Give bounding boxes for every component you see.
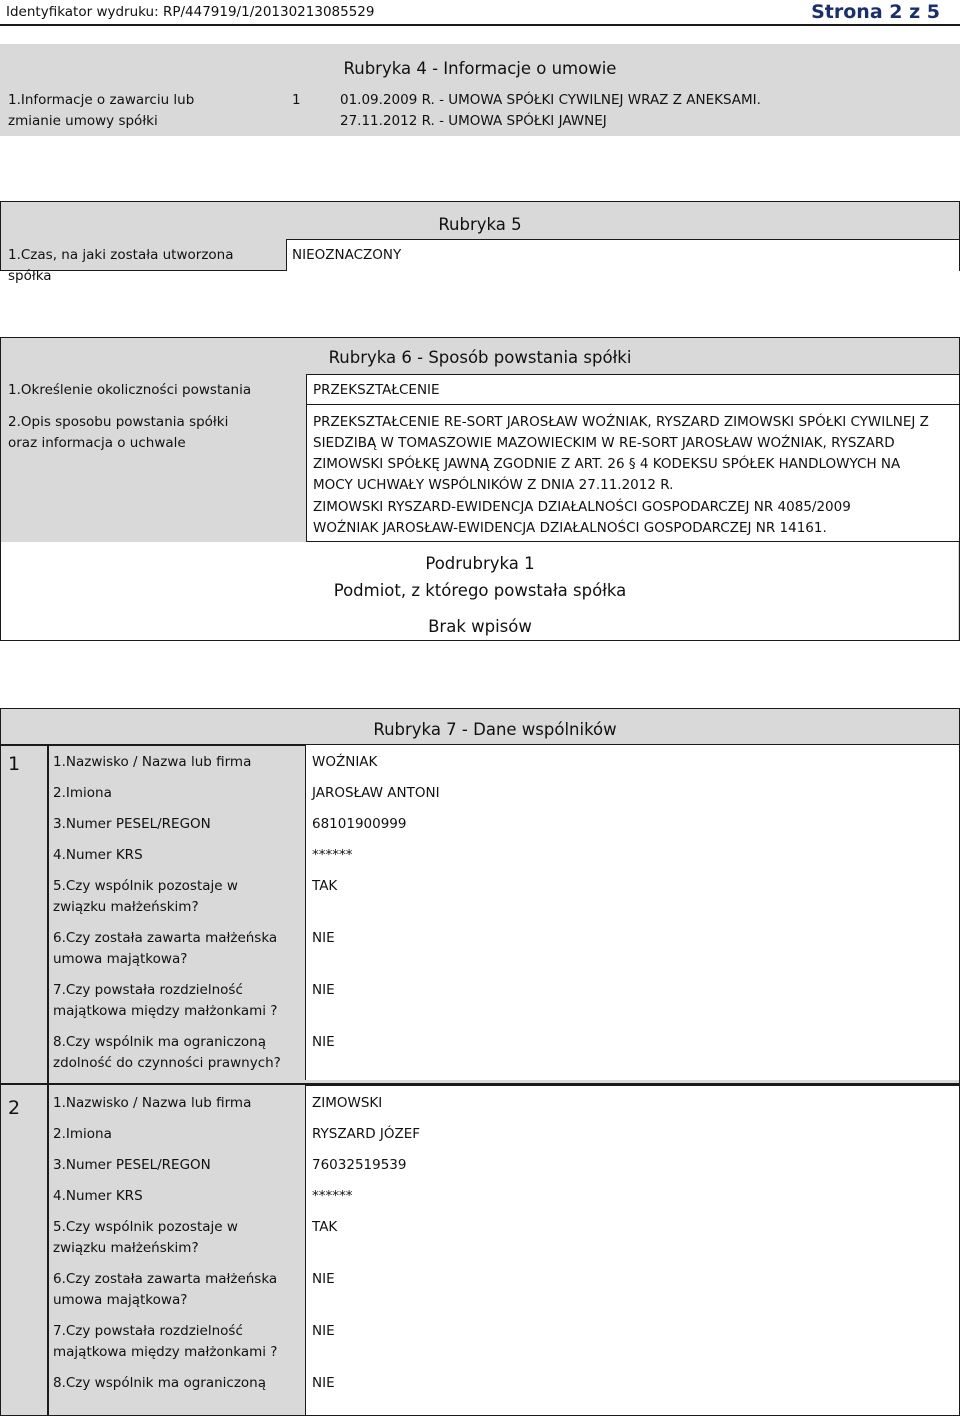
partner-2-q7: NIE bbox=[312, 1323, 335, 1339]
r5-value: NIEOZNACZONY bbox=[292, 247, 402, 263]
partner-2-first: RYSZARD JÓZEF bbox=[312, 1126, 421, 1142]
partner-2-q7-label: 7.Czy powstała rozdzielność majątkowa między małżonkami ? bbox=[53, 1323, 278, 1360]
r6-value-4: WOŹNIAK JAROSŁAW-EWIDENCJA DZIAŁALNOŚCI GOSPODARCZEJ NR 14161. bbox=[313, 520, 827, 536]
partner-1-name-label: 1.Nazwisko / Nazwa lub firma bbox=[53, 754, 252, 770]
r6-value-1: PRZEKSZTAŁCENIE bbox=[313, 382, 440, 398]
no-entries-text: Brak wpisów bbox=[428, 617, 532, 636]
partner-2-q8-label: 8.Czy wspólnik ma ograniczoną bbox=[53, 1375, 267, 1391]
r4-entry-line-2: 27.11.2012 R. - UMOWA SPÓŁKI JAWNEJ bbox=[340, 113, 607, 129]
partner-2-q8: NIE bbox=[312, 1375, 335, 1391]
partner-1-first-label: 2.Imiona bbox=[53, 785, 112, 801]
partner-1-q5-label: 5.Czy wspólnik pozostaje w związku małżeńskim? bbox=[53, 878, 238, 915]
partner-2-q6-label: 6.Czy została zawarta małżeńska umowa majątkowa? bbox=[53, 1271, 278, 1308]
partner-2-q6: NIE bbox=[312, 1271, 335, 1287]
partner-2-name: ZIMOWSKI bbox=[312, 1095, 383, 1111]
partner-1-pesel: 68101900999 bbox=[312, 816, 407, 832]
rubryka-5-title: Rubryka 5 bbox=[438, 215, 522, 234]
r4-entry-number: 1 bbox=[292, 92, 301, 108]
print-header bbox=[0, 0, 960, 26]
partner-1-krs-label: 4.Numer KRS bbox=[53, 847, 143, 863]
r6-label-2: 2.Opis sposobu powstania spółki oraz informacja o uchwale bbox=[8, 414, 229, 451]
partner-1-first: JAROSŁAW ANTONI bbox=[312, 785, 440, 801]
r6-label-1: 1.Określenie okoliczności powstania bbox=[8, 382, 252, 398]
rubryka-4-title: Rubryka 4 - Informacje o umowie bbox=[343, 59, 617, 78]
page-number: Strona 2 z 5 bbox=[811, 1, 940, 23]
partner-2-number: 2 bbox=[8, 1097, 21, 1119]
partner-1-q7-label: 7.Czy powstała rozdzielność majątkowa między małżonkami ? bbox=[53, 982, 278, 1019]
partner-2-pesel: 76032519539 bbox=[312, 1157, 407, 1173]
r6-value-2: PRZEKSZTAŁCENIE RE-SORT JAROSŁAW WOŹNIAK, RYSZARD ZIMOWSKI SPÓŁKI CYWILNEJ Z SIEDZIBĄ W TOMASZOWIE MAZOWIECKIM W RE-SORT JAROSŁAW WOŹNIAK, RYSZARD ZIMOWSKI SPÓŁKĘ JAWNĄ ZGODNIE Z ART. 26 § 4 KODEKSU SPÓŁEK HANDLOWYCH NA MOCY UCHWAŁY WSPÓLNIKÓW Z DNIA 27.11.2012 R. bbox=[313, 414, 929, 493]
rubryka-7-header-line bbox=[0, 744, 305, 746]
partner-2-q5: TAK bbox=[312, 1219, 338, 1235]
partner-2-krs: ****** bbox=[312, 1188, 353, 1204]
partner-1-krs: ****** bbox=[312, 847, 353, 863]
partner-1-q8: NIE bbox=[312, 1034, 335, 1050]
print-identifier: Identyfikator wydruku: RP/447919/1/20130213085529 bbox=[6, 4, 375, 20]
partner-1-name: WOŹNIAK bbox=[312, 754, 378, 770]
rubryka-7-title: Rubryka 7 - Dane wspólników bbox=[373, 720, 617, 739]
partner-1-q6-label: 6.Czy została zawarta małżeńska umowa majątkowa? bbox=[53, 930, 278, 967]
partner-1-pesel-label: 3.Numer PESEL/REGON bbox=[53, 816, 211, 832]
number-column-divider bbox=[47, 744, 49, 1416]
partner-separator bbox=[0, 1083, 960, 1085]
partner-1-q6: NIE bbox=[312, 930, 335, 946]
partner-1-number: 1 bbox=[8, 753, 21, 775]
partner-1-q5: TAK bbox=[312, 878, 338, 894]
podrubryka-1-subtitle: Podmiot, z którego powstała spółka bbox=[333, 581, 627, 600]
rubryka-6-title: Rubryka 6 - Sposób powstania spółki bbox=[328, 348, 632, 367]
partner-2-name-label: 1.Nazwisko / Nazwa lub firma bbox=[53, 1095, 252, 1111]
r4-entry-line-1: 01.09.2009 R. - UMOWA SPÓŁKI CYWILNEJ WRAZ Z ANEKSAMI. bbox=[340, 92, 761, 108]
partner-2-first-label: 2.Imiona bbox=[53, 1126, 112, 1142]
podrubryka-1-title: Podrubryka 1 bbox=[425, 554, 535, 573]
r5-label: 1.Czas, na jaki została utworzona spółka bbox=[8, 247, 234, 284]
partner-2-pesel-label: 3.Numer PESEL/REGON bbox=[53, 1157, 211, 1173]
r4-label: 1.Informacje o zawarciu lub zmianie umowy spółki bbox=[8, 92, 195, 129]
r6-value-3: ZIMOWSKI RYSZARD-EWIDENCJA DZIAŁALNOŚCI GOSPODARCZEJ NR 4085/2009 bbox=[313, 499, 851, 515]
partner-1-q8-label: 8.Czy wspólnik ma ograniczoną zdolność do czynności prawnych? bbox=[53, 1034, 281, 1071]
partner-2-krs-label: 4.Numer KRS bbox=[53, 1188, 143, 1204]
partner-2-q5-label: 5.Czy wspólnik pozostaje w związku małżeńskim? bbox=[53, 1219, 238, 1256]
partner-1-q7: NIE bbox=[312, 982, 335, 998]
